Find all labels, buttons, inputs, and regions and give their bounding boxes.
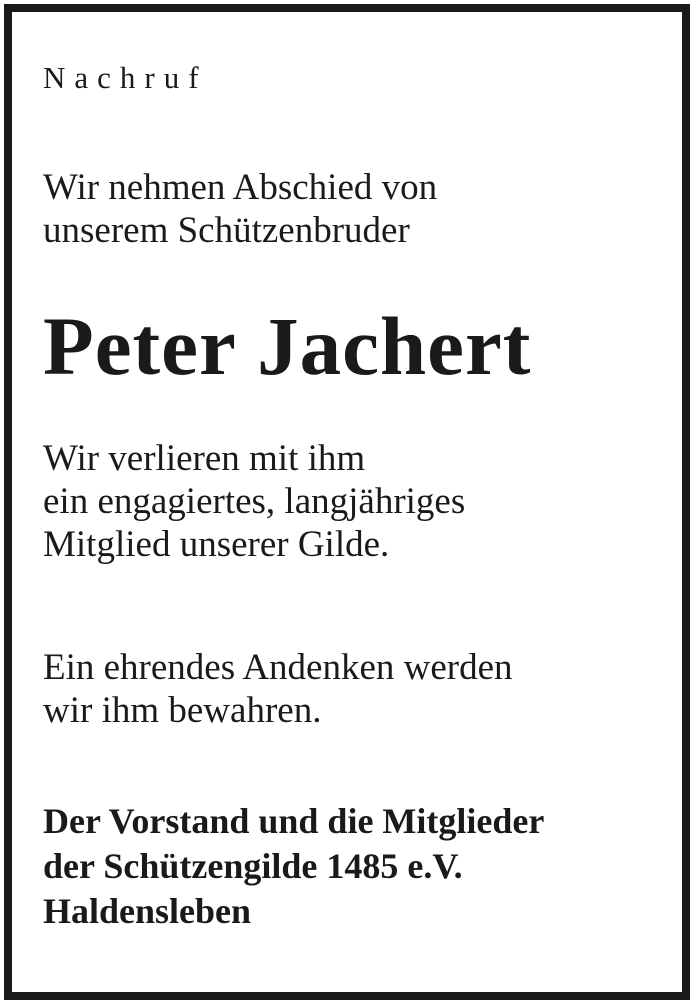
memory-line: wir ihm bewahren. <box>43 690 322 731</box>
loss-line: Mitglied unserer Gilde. <box>43 524 390 565</box>
intro-line: unserem Schützenbruder <box>43 210 410 251</box>
signature-line: Der Vorstand und die Mitglieder <box>43 801 545 841</box>
obituary-notice-frame <box>4 4 690 1000</box>
loss-line: ein engagiertes, langjähriges <box>43 481 466 522</box>
memory-line: Ein ehrendes Andenken werden <box>43 647 513 688</box>
signature <box>43 799 544 934</box>
loss-text <box>43 437 465 566</box>
intro-text <box>43 166 437 252</box>
intro-line: Wir nehmen Abschied von <box>43 167 438 208</box>
signature-line: der Schützengilde 1485 e.V. <box>43 846 463 886</box>
deceased-name: Peter Jachert <box>43 300 532 392</box>
loss-line: Wir verlieren mit ihm <box>43 438 366 479</box>
memory-text <box>43 646 513 732</box>
notice-heading: Nachruf <box>43 60 208 95</box>
signature-line: Haldensleben <box>43 891 252 931</box>
